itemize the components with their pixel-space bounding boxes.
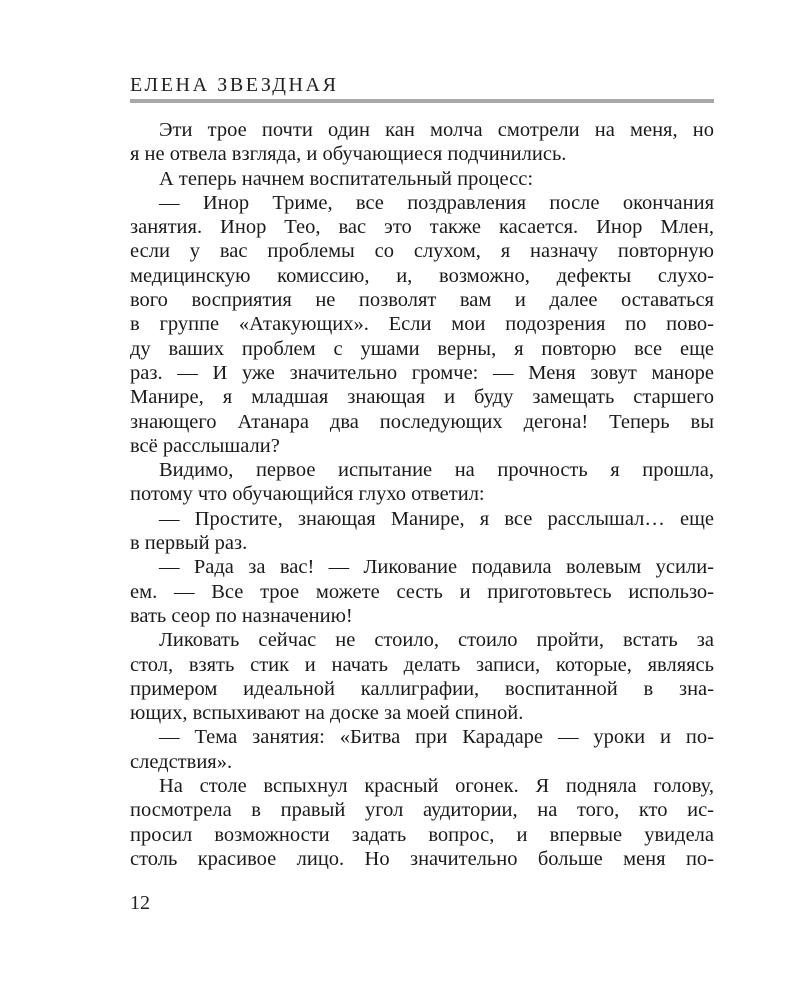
- text-line: я не отвела взгляда, и обучающиеся подчинились.: [130, 143, 567, 166]
- text-line: — Тема занятия: «Битва при Карадаре — уроки и по-: [159, 726, 714, 749]
- text-line: Ликовать сейчас не стоило, стоило пройти, встать за: [159, 629, 714, 652]
- text-line: занятия. Инор Тео, вас это также касается. Инор Млен,: [130, 216, 714, 239]
- text-line: — Рада за вас! — Ликование подавила волевым усили-: [159, 556, 714, 579]
- text-line: вать сеор по назначению!: [130, 604, 353, 627]
- text-line: всё расслышали?: [130, 434, 280, 457]
- body-text: [130, 118, 714, 871]
- text-line: Манире, я младшая знающая и буду замещать старшего: [130, 386, 714, 409]
- text-line: Эти трое почти один кан молча смотрели на меня, но: [159, 119, 714, 141]
- running-header: ЕЛЕНА ЗВЕЗДНАЯ: [130, 74, 339, 96]
- text-line: потому что обучающийся глухо ответил:: [130, 483, 485, 506]
- text-line: А теперь начнем воспитательный процесс:: [159, 167, 534, 190]
- text-line: Видимо, первое испытание на прочность я прошла,: [159, 459, 714, 482]
- text-line: просил возможности задать вопрос, и впервые увидела: [130, 823, 714, 846]
- text-line: стол, взять стик и начать делать записи, которые, являясь: [130, 653, 714, 676]
- text-line: в группе «Атакующих». Если мои подозрения по пово-: [130, 313, 714, 336]
- text-line: в первый раз.: [130, 532, 248, 555]
- text-line: — Инор Триме, все поздравления после окончания: [159, 191, 714, 214]
- text-line: — Простите, знающая Манире, я все расслышал… еще: [159, 507, 714, 530]
- text-line: медицинскую комиссию, и, возможно, дефекты слухо-: [130, 264, 714, 287]
- text-line: примером идеальной каллиграфии, воспитанной в зна-: [130, 677, 714, 700]
- text-line: ду ваших проблем с ушами верны, я повторю все еще: [130, 337, 714, 360]
- text-line: ем. — Все трое можете сесть и приготовьтесь использо-: [130, 580, 714, 603]
- text-line: вого восприятия не позволят вам и далее оставаться: [130, 289, 714, 312]
- page-number: 12: [130, 892, 150, 914]
- header-rule: [130, 99, 714, 103]
- text-line: знающего Атанара два последующих дегона! Теперь вы: [130, 410, 714, 433]
- text-line: если у вас проблемы со слухом, я назначу повторную: [130, 240, 714, 263]
- text-line: столь красивое лицо. Но значительно больше меня по-: [130, 847, 714, 870]
- text-line: раз. — И уже значительно громче: — Меня зовут маноре: [130, 361, 714, 384]
- text-line: следствия».: [130, 750, 233, 773]
- text-line: посмотрела в правый угол аудитории, на того, кто ис-: [130, 799, 714, 822]
- text-line: На столе вспыхнул красный огонек. Я подняла голову,: [159, 775, 714, 798]
- text-line: ющих, вспыхивают на доске за моей спиной.: [130, 702, 524, 725]
